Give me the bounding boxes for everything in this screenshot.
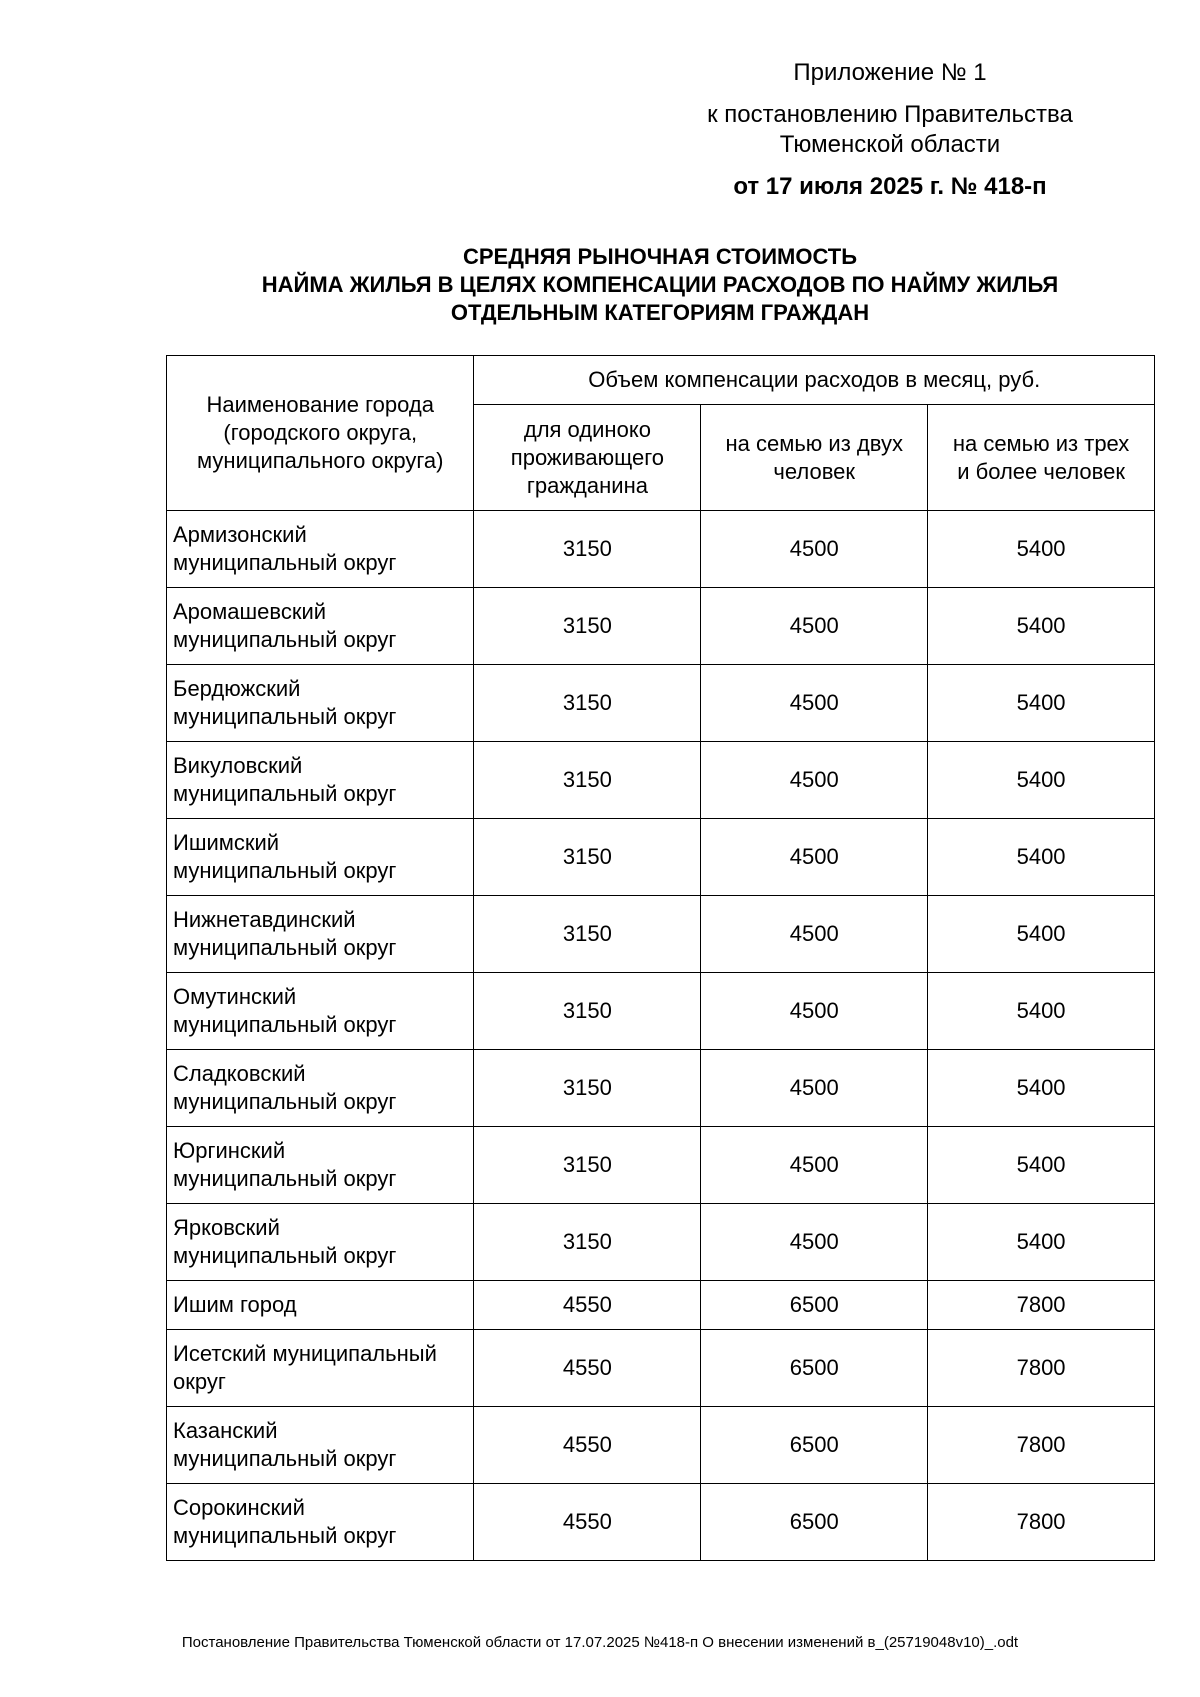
table-row	[167, 1330, 1155, 1407]
cell-city-name	[167, 511, 474, 588]
header-line: (городского округа,	[223, 420, 418, 445]
city-name-line: муниципальный округ	[173, 704, 397, 729]
cell-city-name	[167, 665, 474, 742]
header-line: человек	[773, 458, 856, 484]
header-family-two	[701, 405, 928, 511]
table-row	[167, 1127, 1155, 1204]
city-name-line: муниципальный округ	[173, 1523, 397, 1548]
table-row	[167, 665, 1155, 742]
cell-city-name	[167, 1407, 474, 1484]
cell-two-value: 6500	[701, 1407, 928, 1484]
cell-two-value: 4500	[701, 511, 928, 588]
header-line: Наименование города	[206, 392, 434, 417]
table-row	[167, 973, 1155, 1050]
document-title	[160, 243, 1160, 327]
cell-three-value: 5400	[928, 1204, 1155, 1281]
cell-single-value: 3150	[474, 819, 701, 896]
cell-single-value: 3150	[474, 1204, 701, 1281]
appendix-date: от 17 июля 2025 г. № 418-п	[733, 173, 1047, 200]
header-single-citizen	[474, 405, 701, 511]
cell-city-name	[167, 1484, 474, 1561]
table-row	[167, 1407, 1155, 1484]
cell-city-name	[167, 1204, 474, 1281]
header-city-name	[167, 356, 474, 511]
city-name-line: округ	[173, 1369, 226, 1394]
title-line: ОТДЕЛЬНЫМ КАТЕГОРИЯМ ГРАЖДАН	[450, 300, 870, 325]
cell-three-value: 5400	[928, 896, 1155, 973]
city-name-line: Нижнетавдинский	[173, 907, 356, 932]
cell-single-value: 4550	[474, 1484, 701, 1561]
city-name-line: Сладковский	[173, 1061, 306, 1086]
header-line: муниципального округа)	[197, 448, 444, 473]
city-name-line: Бердюжский	[173, 676, 301, 701]
city-name-line: муниципальный округ	[173, 627, 397, 652]
table-row	[167, 742, 1155, 819]
cell-three-value: 5400	[928, 819, 1155, 896]
cell-city-name	[167, 973, 474, 1050]
city-name-line: муниципальный округ	[173, 1446, 397, 1471]
cell-city-name	[167, 1281, 474, 1330]
header-line: на семью из трех	[952, 430, 1130, 456]
header-compensation-group: Объем компенсации расходов в месяц, руб.	[474, 356, 1155, 405]
cell-two-value: 4500	[701, 819, 928, 896]
cell-three-value: 7800	[928, 1281, 1155, 1330]
city-name-line: муниципальный округ	[173, 1012, 397, 1037]
cell-single-value: 3150	[474, 511, 701, 588]
city-name-line: муниципальный округ	[173, 858, 397, 883]
footer-filename: Постановление Правительства Тюменской области от 17.07.2025 №418-п О внесении изменений в_(25719048v10)_.odt	[181, 1634, 1019, 1651]
city-name-line: муниципальный округ	[173, 1089, 397, 1114]
table-row	[167, 1050, 1155, 1127]
city-name-line: муниципальный округ	[173, 781, 397, 806]
appendix-region: Тюменской области	[779, 131, 1001, 158]
table-row	[167, 1281, 1155, 1330]
cell-two-value: 4500	[701, 588, 928, 665]
cell-two-value: 4500	[701, 665, 928, 742]
city-name-line: муниципальный округ	[173, 935, 397, 960]
table-row	[167, 896, 1155, 973]
city-name-line: Исетский муниципальный	[173, 1341, 437, 1366]
cell-three-value: 5400	[928, 511, 1155, 588]
cell-single-value: 3150	[474, 1127, 701, 1204]
cell-city-name	[167, 1127, 474, 1204]
cell-single-value: 3150	[474, 588, 701, 665]
table-row	[167, 588, 1155, 665]
cell-three-value: 5400	[928, 1127, 1155, 1204]
cell-single-value: 3150	[474, 973, 701, 1050]
cell-three-value: 5400	[928, 742, 1155, 819]
cell-two-value: 4500	[701, 1127, 928, 1204]
cell-single-value: 4550	[474, 1407, 701, 1484]
cell-single-value: 3150	[474, 1050, 701, 1127]
header-family-three-plus	[928, 405, 1155, 511]
city-name-line: Сорокинский	[173, 1495, 305, 1520]
cell-city-name	[167, 588, 474, 665]
header-line: для одиноко	[523, 416, 651, 442]
city-name-line: муниципальный округ	[173, 550, 397, 575]
city-name-line: муниципальный округ	[173, 1243, 397, 1268]
cell-single-value: 4550	[474, 1281, 701, 1330]
cell-city-name	[167, 1330, 474, 1407]
city-name-line: муниципальный округ	[173, 1166, 397, 1191]
cell-single-value: 3150	[474, 742, 701, 819]
header-line: гражданина	[526, 472, 648, 498]
title-line: СРЕДНЯЯ РЫНОЧНАЯ СТОИМОСТЬ	[462, 244, 858, 269]
table-body	[167, 511, 1155, 1561]
cell-two-value: 4500	[701, 1204, 928, 1281]
cell-three-value: 7800	[928, 1330, 1155, 1407]
city-name-line: Ишимский	[173, 830, 280, 855]
city-name-line: Армизонский	[173, 522, 307, 547]
cell-two-value: 6500	[701, 1330, 928, 1407]
cell-single-value: 3150	[474, 665, 701, 742]
city-name-line: Ишим город	[173, 1292, 297, 1317]
cell-two-value: 6500	[701, 1484, 928, 1561]
cell-two-value: 4500	[701, 1050, 928, 1127]
cell-two-value: 6500	[701, 1281, 928, 1330]
cell-three-value: 5400	[928, 1050, 1155, 1127]
city-name-line: Омутинский	[173, 984, 297, 1009]
city-name-line: Викуловский	[173, 753, 303, 778]
cell-city-name	[167, 819, 474, 896]
city-name-line: Казанский	[173, 1418, 278, 1443]
cell-three-value: 5400	[928, 665, 1155, 742]
compensation-table	[166, 355, 1155, 1561]
cell-city-name	[167, 896, 474, 973]
city-name-line: Ярковский	[173, 1215, 280, 1240]
city-name-line: Аромашевский	[173, 599, 327, 624]
title-line: НАЙМА ЖИЛЬЯ В ЦЕЛЯХ КОМПЕНСАЦИИ РАСХОДОВ ПО НАЙМУ ЖИЛЬЯ	[261, 272, 1059, 297]
table-row	[167, 1484, 1155, 1561]
cell-city-name	[167, 1050, 474, 1127]
header-line: проживающего	[510, 444, 664, 470]
header-line: на семью из двух	[725, 430, 903, 456]
appendix-reference: к постановлению Правительства	[707, 101, 1073, 128]
table-row	[167, 511, 1155, 588]
appendix-title: Приложение № 1	[793, 59, 987, 86]
cell-three-value: 7800	[928, 1484, 1155, 1561]
cell-three-value: 7800	[928, 1407, 1155, 1484]
cell-single-value: 3150	[474, 896, 701, 973]
cell-two-value: 4500	[701, 973, 928, 1050]
cell-three-value: 5400	[928, 588, 1155, 665]
cell-three-value: 5400	[928, 973, 1155, 1050]
cell-single-value: 4550	[474, 1330, 701, 1407]
cell-two-value: 4500	[701, 896, 928, 973]
table-row	[167, 819, 1155, 896]
table-row	[167, 1204, 1155, 1281]
cell-two-value: 4500	[701, 742, 928, 819]
header-line: и более человек	[957, 458, 1125, 484]
city-name-line: Юргинский	[173, 1138, 286, 1163]
cell-city-name	[167, 742, 474, 819]
